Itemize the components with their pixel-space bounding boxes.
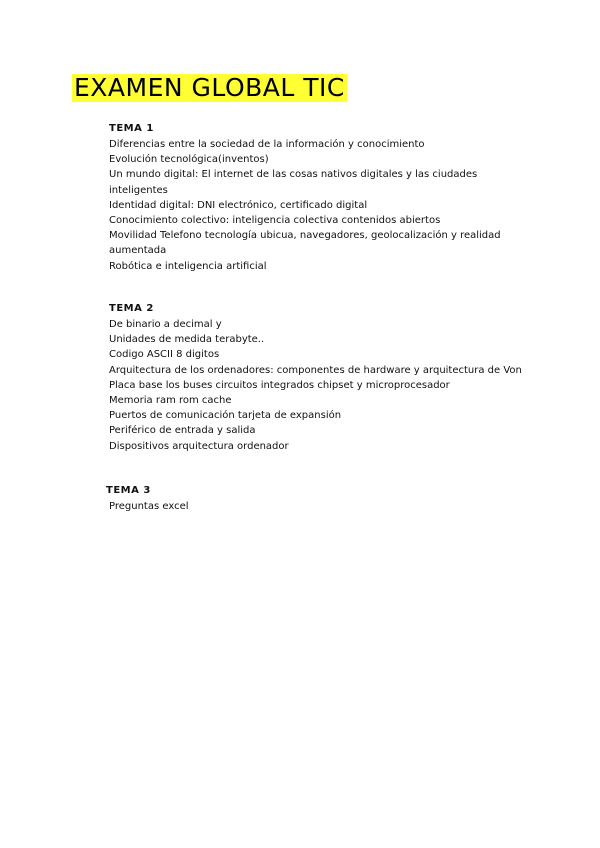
section-tema-3	[106, 484, 546, 514]
list-item: Diferencias entre la sociedad de la información y conocimiento	[109, 139, 425, 150]
section-tema-2	[109, 302, 549, 454]
page-title: EXAMEN GLOBAL TIC	[74, 73, 345, 102]
list-item: Identidad digital: DNI electrónico, certificado digital	[109, 199, 368, 211]
list-item: Puertos de comunicación tarjeta de expansión	[109, 410, 342, 422]
list-item: Conocimiento colectivo: inteligencia colectiva contenidos abiertos	[109, 215, 441, 227]
list-item: Unidades de medida terabyte..	[109, 334, 265, 346]
list-item: Preguntas excel	[109, 501, 189, 512]
list-item: Robótica e inteligencia artificial	[109, 260, 267, 272]
list-item: Arquitectura de los ordenadores: componentes de hardware y arquitectura de Von	[109, 364, 522, 376]
section-heading: TEMA 2	[109, 303, 154, 314]
list-item: Evolución tecnológica(inventos)	[109, 154, 269, 166]
section-tema-1	[109, 122, 549, 274]
list-item: Dispositivos arquitectura ordenador	[109, 440, 289, 452]
list-item: Periférico de entrada y salida	[109, 425, 256, 437]
section-heading: TEMA 3	[106, 485, 151, 496]
list-item: Memoria ram rom cache	[109, 395, 232, 407]
list-item: Codigo ASCII 8 digitos	[109, 349, 220, 361]
list-item: Placa base los buses circuitos integrados chipset y microprocesador	[109, 379, 450, 391]
section-heading: TEMA 1	[109, 123, 154, 134]
list-item: Un mundo digital: El internet de las cosas nativos digitales y las ciudades inteligentes	[109, 169, 478, 196]
list-item: Movilidad Telefono tecnología ubicua, navegadores, geolocalización y realidad aumentada	[109, 230, 501, 257]
list-item: De binario a decimal y	[109, 319, 222, 330]
